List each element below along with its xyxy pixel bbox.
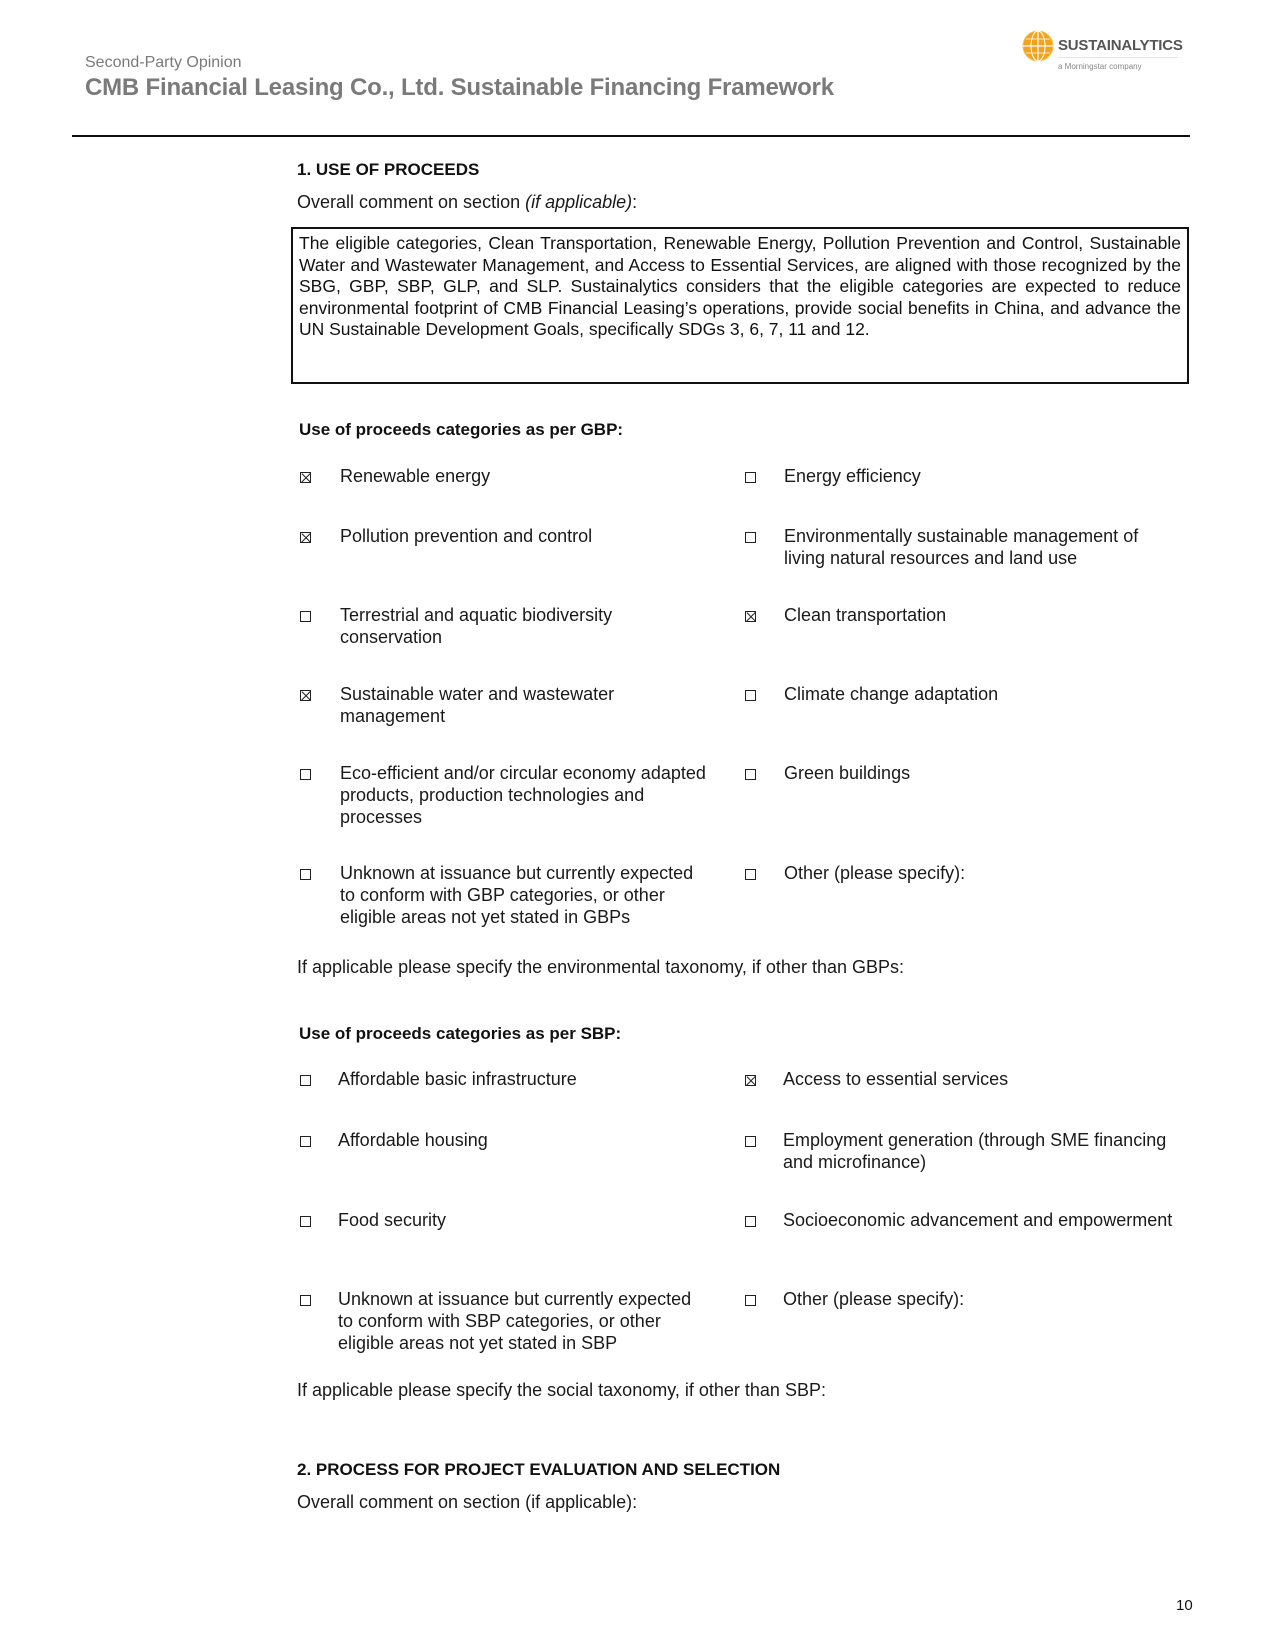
- gbp-item-label: Eco-efficient and/or circular economy adapted products, production technologies and processes: [340, 763, 706, 827]
- sbp-item-label: Unknown at issuance but currently expected to conform with SBP categories, or other eligible areas not yet stated in SBP: [338, 1289, 692, 1353]
- sbp-item-label: Affordable housing: [338, 1130, 488, 1150]
- gbp-item-label: Environmentally sustainable management of living natural resources and land use: [784, 526, 1139, 568]
- gbp-taxonomy-note: If applicable please specify the environmental taxonomy, if other than GBPs:: [297, 957, 904, 977]
- section-2-comment-label: Overall comment on section (if applicable):: [297, 1492, 638, 1512]
- gbp-item-label: Climate change adaptation: [784, 684, 999, 704]
- gbp-item-label: Sustainable water and wastewater management: [340, 684, 615, 726]
- sun-globe-icon: [1021, 29, 1055, 63]
- gbp-checkbox[interactable]: [745, 769, 756, 780]
- gbp-checkbox[interactable]: [300, 611, 311, 622]
- logo-tagline: a Morningstar company: [1058, 62, 1142, 71]
- sbp-item-label: Socioeconomic advancement and empowerment: [783, 1210, 1173, 1230]
- section-1-comment-box: The eligible categories, Clean Transportation, Renewable Energy, Pollution Prevention and Control, Sustainable Water and Wastewater Management, and Access to Essential Services, are aligned with those recognized by the SBG, GBP, SBP, GLP, and SLP. Sustainalytics considers that the eligible categories are expected to reduce environmental footprint of CMB Financial Leasing’s operations, provide social benefits in China, and advance the UN Sustainable Development Goals, specifically SDGs 3, 6, 7, 11 and 12.: [291, 227, 1189, 384]
- gbp-checkbox[interactable]: [300, 532, 311, 543]
- logo-wordmark: SUSTAINALYTICS: [1058, 37, 1183, 54]
- header-subtitle: Second-Party Opinion: [85, 54, 242, 71]
- gbp-item-label: Renewable energy: [340, 466, 491, 486]
- gbp-item-label: Clean transportation: [784, 605, 947, 625]
- gbp-heading: Use of proceeds categories as per GBP:: [299, 420, 624, 439]
- sbp-checkbox[interactable]: [300, 1216, 311, 1227]
- gbp-checkbox[interactable]: [300, 769, 311, 780]
- sbp-item-label: Food security: [338, 1210, 447, 1230]
- header-rule: [72, 135, 1190, 137]
- sbp-checkbox[interactable]: [745, 1075, 756, 1086]
- sbp-checkbox[interactable]: [745, 1136, 756, 1147]
- gbp-item-label: Pollution prevention and control: [340, 526, 593, 546]
- sbp-item-label: Other (please specify):: [783, 1289, 965, 1309]
- section-1-comment-label: Overall comment on section (if applicable):: [297, 192, 638, 212]
- gbp-checkbox[interactable]: [745, 869, 756, 880]
- gbp-checkbox[interactable]: [300, 869, 311, 880]
- document-title: CMB Financial Leasing Co., Ltd. Sustainable Financing Framework: [85, 74, 834, 101]
- sustainalytics-logo: [1021, 29, 1181, 75]
- gbp-item-label: Terrestrial and aquatic biodiversity conservation: [340, 605, 613, 647]
- page-number: 10: [1176, 1597, 1193, 1614]
- gbp-checkbox[interactable]: [745, 472, 756, 483]
- gbp-checkbox[interactable]: [745, 611, 756, 622]
- gbp-checkbox[interactable]: [745, 532, 756, 543]
- sbp-item-label: Access to essential services: [783, 1069, 1009, 1089]
- gbp-item-label: Energy efficiency: [784, 466, 921, 486]
- sbp-checkbox[interactable]: [745, 1216, 756, 1227]
- sbp-taxonomy-note: If applicable please specify the social taxonomy, if other than SBP:: [297, 1380, 826, 1400]
- gbp-item-label: Unknown at issuance but currently expected to conform with GBP categories, or other eligible areas not yet stated in GBPs: [340, 863, 694, 927]
- sbp-heading: Use of proceeds categories as per SBP:: [299, 1024, 622, 1043]
- gbp-item-label: Green buildings: [784, 763, 911, 783]
- section-2-heading: 2. PROCESS FOR PROJECT EVALUATION AND SELECTION: [297, 1460, 781, 1479]
- gbp-checkbox[interactable]: [300, 690, 311, 701]
- sbp-checkbox[interactable]: [745, 1295, 756, 1306]
- gbp-checkbox[interactable]: [745, 690, 756, 701]
- logo-divider: [1058, 57, 1178, 58]
- gbp-item-label: Other (please specify):: [784, 863, 966, 883]
- sbp-item-label: Affordable basic infrastructure: [338, 1069, 577, 1089]
- sbp-item-label: Employment generation (through SME financing and microfinance): [783, 1130, 1167, 1172]
- section-1-heading: 1. USE OF PROCEEDS: [297, 160, 480, 179]
- gbp-checkbox[interactable]: [300, 472, 311, 483]
- sbp-checkbox[interactable]: [300, 1295, 311, 1306]
- sbp-checkbox[interactable]: [300, 1136, 311, 1147]
- sbp-checkbox[interactable]: [300, 1075, 311, 1086]
